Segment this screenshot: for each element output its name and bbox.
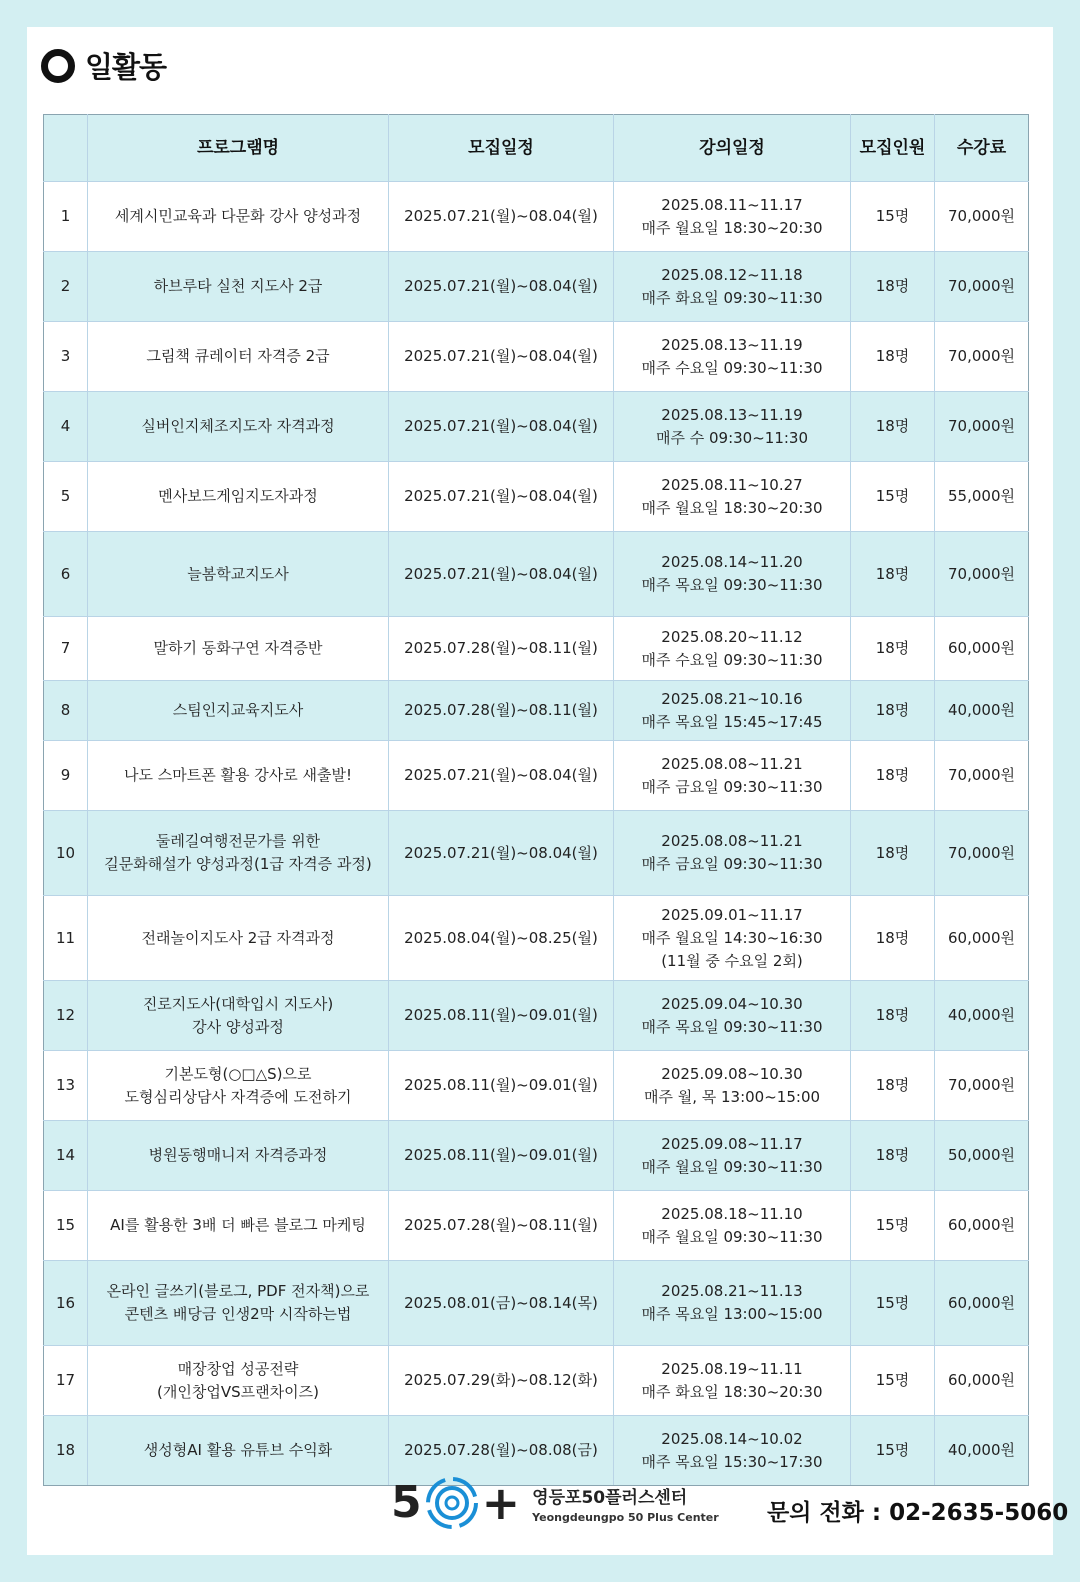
cell-program-name bbox=[88, 1051, 389, 1121]
cell-program-name bbox=[88, 392, 389, 462]
table-body bbox=[44, 182, 1029, 1486]
cell-recruit-period: 2025.08.11(월)~09.01(월) bbox=[389, 1051, 614, 1121]
table-row bbox=[44, 681, 1029, 741]
cell-program-name bbox=[88, 532, 389, 617]
cell-program-name-line: 온라인 글쓰기(블로그, PDF 전자책)으로 bbox=[106, 1282, 370, 1300]
cell-program-name bbox=[88, 1191, 389, 1261]
center-logo bbox=[391, 1475, 719, 1531]
cell-no: 18 bbox=[44, 1416, 88, 1486]
cell-capacity: 18명 bbox=[851, 811, 935, 896]
cell-lecture-schedule bbox=[614, 896, 851, 981]
cell-program-name bbox=[88, 681, 389, 741]
cell-lecture-schedule-line: 2025.08.20~11.12 bbox=[661, 627, 803, 646]
cell-lecture-schedule-line: 매주 월요일 09:30~11:30 bbox=[641, 1157, 823, 1176]
section-title-text: 일활동 bbox=[85, 50, 167, 84]
table-row bbox=[44, 981, 1029, 1051]
cell-capacity: 15명 bbox=[851, 182, 935, 252]
table-row bbox=[44, 1051, 1029, 1121]
cell-fee: 40,000원 bbox=[935, 681, 1029, 741]
logo-text bbox=[532, 1483, 719, 1524]
cell-lecture-schedule-line: 매주 금요일 09:30~11:30 bbox=[641, 855, 823, 873]
cell-program-name-line: 그림책 큐레이터 자격증 2급 bbox=[146, 347, 330, 365]
cell-recruit-period: 2025.08.11(월)~09.01(월) bbox=[389, 1121, 614, 1191]
contact-phone: 문의 전화 : 02-2635-5060 bbox=[767, 1500, 1069, 1526]
cell-lecture-schedule bbox=[614, 1051, 851, 1121]
cell-capacity: 15명 bbox=[851, 1261, 935, 1346]
cell-fee: 70,000원 bbox=[935, 252, 1029, 322]
cell-lecture-schedule bbox=[614, 1261, 851, 1346]
cell-lecture-schedule-line: 2025.08.21~10.16 bbox=[661, 689, 803, 708]
cell-lecture-schedule-line: 매주 목요일 15:45~17:45 bbox=[641, 712, 823, 731]
program-table bbox=[43, 114, 1029, 1486]
cell-capacity: 15명 bbox=[851, 462, 935, 532]
cell-lecture-schedule-line: 2025.08.18~11.10 bbox=[661, 1204, 803, 1223]
cell-capacity: 18명 bbox=[851, 741, 935, 811]
cell-no: 8 bbox=[44, 681, 88, 741]
logo-plus: + bbox=[481, 1476, 521, 1530]
table-row bbox=[44, 322, 1029, 392]
logo-five: 5 bbox=[391, 1477, 422, 1528]
cell-recruit-period: 2025.07.28(월)~08.11(월) bbox=[389, 617, 614, 681]
cell-no: 15 bbox=[44, 1191, 88, 1261]
cell-lecture-schedule-line: 2025.09.08~10.30 bbox=[661, 1064, 803, 1083]
cell-fee: 60,000원 bbox=[935, 896, 1029, 981]
cell-program-name-line: 기본도형(○□△S)으로 bbox=[164, 1064, 312, 1083]
cell-no: 10 bbox=[44, 811, 88, 896]
cell-recruit-period: 2025.07.28(월)~08.11(월) bbox=[389, 1191, 614, 1261]
cell-lecture-schedule bbox=[614, 1191, 851, 1261]
cell-lecture-schedule bbox=[614, 532, 851, 617]
cell-program-name bbox=[88, 182, 389, 252]
cell-fee: 40,000원 bbox=[935, 981, 1029, 1051]
cell-program-name-line: 전래놀이지도사 2급 자격과정 bbox=[141, 928, 335, 947]
cell-recruit-period: 2025.08.11(월)~09.01(월) bbox=[389, 981, 614, 1051]
cell-fee: 70,000원 bbox=[935, 392, 1029, 462]
cell-lecture-schedule-line: 매주 목요일 09:30~11:30 bbox=[641, 576, 823, 594]
cell-lecture-schedule bbox=[614, 322, 851, 392]
cell-lecture-schedule-line: 매주 월, 목 13:00~15:00 bbox=[643, 1087, 821, 1106]
cell-capacity: 18명 bbox=[851, 617, 935, 681]
cell-lecture-schedule-line: 매주 목요일 09:30~11:30 bbox=[641, 1017, 823, 1036]
cell-program-name bbox=[88, 1261, 389, 1346]
cell-lecture-schedule-line: 매주 수요일 09:30~11:30 bbox=[641, 358, 823, 377]
cell-recruit-period: 2025.07.21(월)~08.04(월) bbox=[389, 741, 614, 811]
cell-lecture-schedule-line: 2025.08.13~11.19 bbox=[661, 405, 803, 424]
cell-fee: 70,000원 bbox=[935, 811, 1029, 896]
cell-recruit-period: 2025.07.21(월)~08.04(월) bbox=[389, 182, 614, 252]
cell-lecture-schedule-line: 2025.08.08~11.21 bbox=[661, 754, 803, 773]
header-fee: 수강료 bbox=[935, 115, 1029, 182]
table-row bbox=[44, 617, 1029, 681]
header-no bbox=[44, 115, 88, 182]
cell-recruit-period: 2025.07.28(월)~08.11(월) bbox=[389, 681, 614, 741]
cell-fee: 60,000원 bbox=[935, 1346, 1029, 1416]
cell-lecture-schedule bbox=[614, 182, 851, 252]
cell-lecture-schedule-line: 2025.08.08~11.21 bbox=[661, 832, 803, 850]
table-row bbox=[44, 1191, 1029, 1261]
cell-program-name-line: 매장창업 성공전략 bbox=[177, 1359, 299, 1378]
cell-lecture-schedule-line: 매주 수 09:30~11:30 bbox=[655, 428, 809, 447]
schedule-page bbox=[27, 27, 1069, 1555]
table-row bbox=[44, 462, 1029, 532]
cell-recruit-period: 2025.07.28(월)~08.08(금) bbox=[389, 1416, 614, 1486]
cell-program-name-line: AI를 활용한 3배 더 빠른 블로그 마케팅 bbox=[110, 1216, 366, 1234]
cell-capacity: 18명 bbox=[851, 322, 935, 392]
cell-lecture-schedule bbox=[614, 462, 851, 532]
cell-program-name bbox=[88, 1121, 389, 1191]
cell-lecture-schedule-line: 2025.08.11~11.17 bbox=[661, 195, 803, 214]
cell-lecture-schedule-line: 매주 금요일 09:30~11:30 bbox=[641, 777, 823, 796]
cell-program-name-line: 생성형AI 활용 유튜브 수익화 bbox=[143, 1441, 333, 1459]
cell-capacity: 18명 bbox=[851, 896, 935, 981]
cell-fee: 70,000원 bbox=[935, 741, 1029, 811]
cell-program-name-line: 세계시민교육과 다문화 강사 양성과정 bbox=[114, 207, 362, 225]
cell-program-name-line: 말하기 동화구연 자격증반 bbox=[153, 639, 323, 657]
table-row bbox=[44, 1346, 1029, 1416]
cell-program-name-line: 강사 양성과정 bbox=[192, 1017, 284, 1036]
cell-program-name bbox=[88, 252, 389, 322]
cell-no: 2 bbox=[44, 252, 88, 322]
cell-lecture-schedule-line: 2025.08.19~11.11 bbox=[661, 1359, 803, 1378]
header-lecture: 강의일정 bbox=[614, 115, 851, 182]
cell-capacity: 15명 bbox=[851, 1416, 935, 1486]
cell-program-name-line: 병원동행매니저 자격증과정 bbox=[148, 1146, 328, 1164]
cell-lecture-schedule-line: 매주 수요일 09:30~11:30 bbox=[641, 650, 823, 669]
cell-lecture-schedule bbox=[614, 1121, 851, 1191]
cell-capacity: 18명 bbox=[851, 532, 935, 617]
cell-lecture-schedule-line: 매주 월요일 09:30~11:30 bbox=[641, 1227, 823, 1246]
table-header-row bbox=[44, 115, 1029, 182]
cell-program-name bbox=[88, 1346, 389, 1416]
cell-fee: 70,000원 bbox=[935, 532, 1029, 617]
cell-lecture-schedule bbox=[614, 252, 851, 322]
cell-lecture-schedule bbox=[614, 681, 851, 741]
cell-lecture-schedule-line: 2025.08.12~11.18 bbox=[661, 265, 803, 284]
cell-no: 13 bbox=[44, 1051, 88, 1121]
logo-name-en: Yeongdeungpo 50 Plus Center bbox=[532, 1510, 719, 1524]
cell-capacity: 18명 bbox=[851, 392, 935, 462]
cell-fee: 70,000원 bbox=[935, 182, 1029, 252]
cell-fee: 55,000원 bbox=[935, 462, 1029, 532]
cell-fee: 70,000원 bbox=[935, 1051, 1029, 1121]
cell-lecture-schedule-line: 2025.09.04~10.30 bbox=[661, 994, 803, 1013]
cell-program-name-line: 도형심리상담사 자격증에 도전하기 bbox=[124, 1087, 352, 1106]
cell-program-name-line: 하브루타 실천 지도사 2급 bbox=[153, 277, 323, 295]
cell-program-name-line: 스팀인지교육지도사 bbox=[172, 701, 304, 719]
header-capacity: 모집인원 bbox=[851, 115, 935, 182]
cell-fee: 60,000원 bbox=[935, 1191, 1029, 1261]
logo-name-ko: 영등포50플러스센터 bbox=[532, 1487, 688, 1508]
cell-capacity: 15명 bbox=[851, 1191, 935, 1261]
cell-lecture-schedule bbox=[614, 1346, 851, 1416]
cell-no: 1 bbox=[44, 182, 88, 252]
cell-program-name-line: 멘사보드게임지도자과정 bbox=[158, 487, 318, 505]
cell-program-name-line: 둘레길여행전문가를 위한 bbox=[155, 832, 321, 850]
cell-recruit-period: 2025.08.01(금)~08.14(목) bbox=[389, 1261, 614, 1346]
cell-program-name bbox=[88, 811, 389, 896]
cell-recruit-period: 2025.07.21(월)~08.04(월) bbox=[389, 252, 614, 322]
cell-program-name bbox=[88, 896, 389, 981]
cell-program-name bbox=[88, 462, 389, 532]
cell-no: 14 bbox=[44, 1121, 88, 1191]
cell-lecture-schedule-line: 매주 월요일 18:30~20:30 bbox=[641, 218, 823, 237]
cell-lecture-schedule bbox=[614, 741, 851, 811]
cell-lecture-schedule-line: 2025.08.21~11.13 bbox=[661, 1282, 803, 1300]
cell-no: 12 bbox=[44, 981, 88, 1051]
cell-no: 16 bbox=[44, 1261, 88, 1346]
cell-no: 3 bbox=[44, 322, 88, 392]
cell-lecture-schedule bbox=[614, 617, 851, 681]
cell-no: 5 bbox=[44, 462, 88, 532]
cell-lecture-schedule-line: 매주 화요일 09:30~11:30 bbox=[641, 288, 823, 307]
cell-capacity: 18명 bbox=[851, 681, 935, 741]
cell-lecture-schedule-line: 2025.08.14~10.02 bbox=[661, 1429, 803, 1448]
cell-program-name bbox=[88, 1416, 389, 1486]
cell-lecture-schedule-line: 2025.08.13~11.19 bbox=[661, 335, 803, 354]
table-row bbox=[44, 182, 1029, 252]
logo-rings-icon bbox=[424, 1475, 480, 1531]
cell-program-name-line: 늘봄학교지도사 bbox=[187, 564, 289, 583]
cell-program-name-line: 실버인지체조지도자 자격과정 bbox=[141, 417, 335, 435]
cell-program-name-line: 진로지도사(대학입시 지도사) bbox=[142, 994, 334, 1013]
cell-program-name-line: 길문화해설가 양성과정(1급 자격증 과정) bbox=[104, 855, 372, 873]
table-row bbox=[44, 1121, 1029, 1191]
circle-bullet-icon bbox=[41, 49, 75, 83]
cell-recruit-period: 2025.07.21(월)~08.04(월) bbox=[389, 392, 614, 462]
cell-recruit-period: 2025.07.21(월)~08.04(월) bbox=[389, 322, 614, 392]
table-row bbox=[44, 896, 1029, 981]
cell-recruit-period: 2025.07.21(월)~08.04(월) bbox=[389, 811, 614, 896]
cell-program-name bbox=[88, 981, 389, 1051]
table-row bbox=[44, 392, 1029, 462]
cell-lecture-schedule-line: (11월 중 수요일 2회) bbox=[661, 951, 803, 970]
table-row bbox=[44, 811, 1029, 896]
table-row bbox=[44, 532, 1029, 617]
cell-no: 4 bbox=[44, 392, 88, 462]
cell-capacity: 18명 bbox=[851, 252, 935, 322]
cell-capacity: 18명 bbox=[851, 981, 935, 1051]
cell-lecture-schedule bbox=[614, 392, 851, 462]
cell-capacity: 18명 bbox=[851, 1051, 935, 1121]
cell-no: 9 bbox=[44, 741, 88, 811]
cell-program-name bbox=[88, 741, 389, 811]
cell-program-name bbox=[88, 617, 389, 681]
section-title bbox=[41, 45, 166, 86]
header-recruit: 모집일정 bbox=[389, 115, 614, 182]
cell-lecture-schedule-line: 2025.09.08~11.17 bbox=[661, 1134, 803, 1153]
header-program: 프로그램명 bbox=[88, 115, 389, 182]
cell-recruit-period: 2025.07.21(월)~08.04(월) bbox=[389, 462, 614, 532]
cell-no: 7 bbox=[44, 617, 88, 681]
cell-no: 17 bbox=[44, 1346, 88, 1416]
cell-capacity: 18명 bbox=[851, 1121, 935, 1191]
cell-program-name bbox=[88, 322, 389, 392]
table-row bbox=[44, 741, 1029, 811]
cell-lecture-schedule-line: 2025.08.14~11.20 bbox=[661, 553, 803, 571]
cell-fee: 60,000원 bbox=[935, 617, 1029, 681]
cell-program-name-line: 콘텐츠 배당금 인생2막 시작하는법 bbox=[124, 1305, 352, 1323]
cell-capacity: 15명 bbox=[851, 1346, 935, 1416]
table-row bbox=[44, 252, 1029, 322]
cell-lecture-schedule-line: 매주 목요일 13:00~15:00 bbox=[641, 1305, 823, 1323]
cell-lecture-schedule-line: 매주 목요일 15:30~17:30 bbox=[641, 1452, 823, 1471]
cell-recruit-period: 2025.08.04(월)~08.25(월) bbox=[389, 896, 614, 981]
cell-recruit-period: 2025.07.29(화)~08.12(화) bbox=[389, 1346, 614, 1416]
cell-program-name-line: 나도 스마트폰 활용 강사로 새출발! bbox=[124, 766, 352, 784]
cell-lecture-schedule bbox=[614, 811, 851, 896]
cell-lecture-schedule-line: 매주 월요일 14:30~16:30 bbox=[641, 928, 823, 947]
cell-program-name-line: (개인창업VS프랜차이즈) bbox=[157, 1382, 319, 1401]
cell-fee: 50,000원 bbox=[935, 1121, 1029, 1191]
cell-fee: 60,000원 bbox=[935, 1261, 1029, 1346]
cell-recruit-period: 2025.07.21(월)~08.04(월) bbox=[389, 532, 614, 617]
cell-lecture-schedule-line: 2025.09.01~11.17 bbox=[661, 905, 803, 924]
cell-lecture-schedule-line: 매주 화요일 18:30~20:30 bbox=[641, 1382, 823, 1401]
cell-fee: 40,000원 bbox=[935, 1416, 1029, 1486]
table-row bbox=[44, 1261, 1029, 1346]
cell-fee: 70,000원 bbox=[935, 322, 1029, 392]
cell-lecture-schedule bbox=[614, 981, 851, 1051]
cell-no: 6 bbox=[44, 532, 88, 617]
cell-no: 11 bbox=[44, 896, 88, 981]
cell-lecture-schedule-line: 매주 월요일 18:30~20:30 bbox=[641, 498, 823, 517]
cell-lecture-schedule-line: 2025.08.11~10.27 bbox=[661, 475, 803, 494]
